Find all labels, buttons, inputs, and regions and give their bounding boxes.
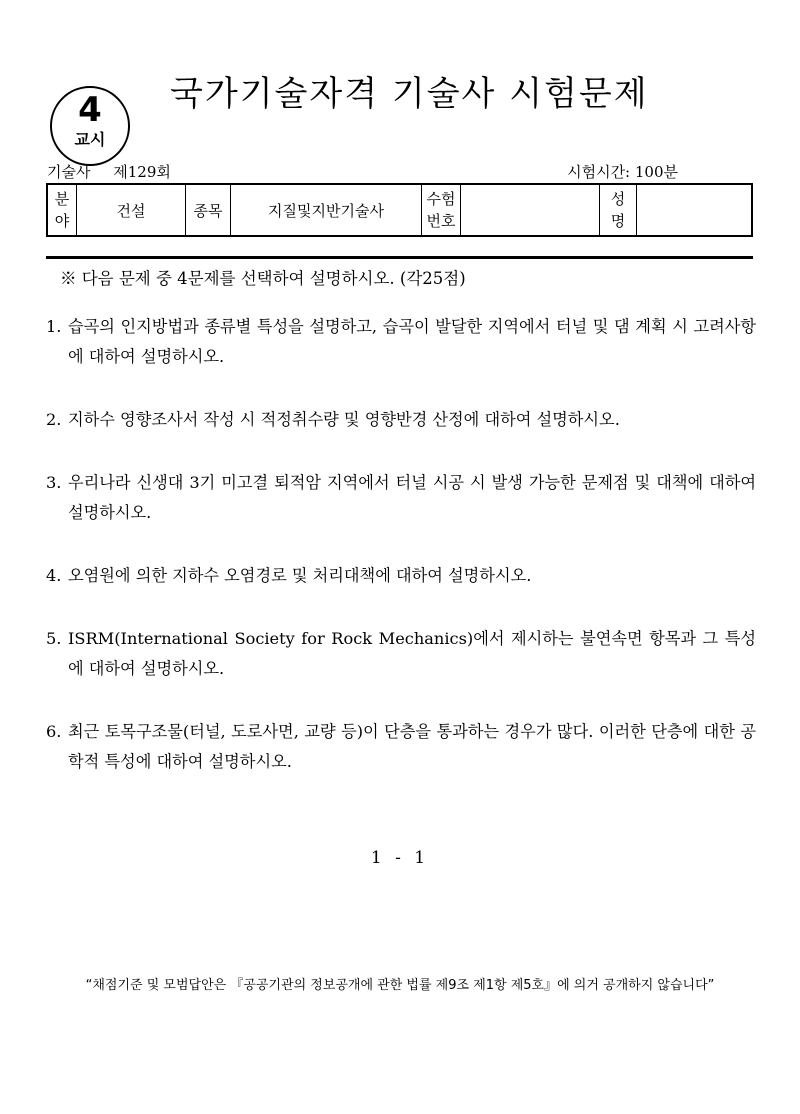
field-label-line2: 야: [54, 212, 70, 230]
footer-notice: “채점기준 및 모범답안은 『공공기관의 정보공개에 관한 법률 제9조 제1항 제5호』에 의거 공개하지 않습니다”: [85, 978, 715, 993]
field-value: 건설: [77, 184, 186, 236]
candidate-info-table: [46, 183, 753, 237]
question-number: 2.: [46, 410, 62, 429]
exam-number-label-line1: 수험: [426, 190, 456, 208]
question-item: [46, 405, 756, 435]
question-text: 우리나라 신생대 3기 미고결 퇴적암 지역에서 터널 시공 시 발생 가능한 문제점 및 대책에 대하여 설명하시오.: [68, 473, 756, 522]
question-item: [46, 468, 756, 528]
question-number: 6.: [46, 722, 62, 741]
round-text: 제129회: [113, 163, 171, 181]
category-label: 종목: [186, 184, 231, 236]
question-text: 지하수 영향조사서 작성 시 적정취수량 및 영향반경 산정에 대하여 설명하시오.: [68, 410, 620, 429]
question-number: 4.: [46, 566, 62, 585]
question-text: 오염원에 의한 지하수 오염경로 및 처리대책에 대하여 설명하시오.: [68, 566, 532, 585]
session-badge: [50, 86, 130, 166]
question-item: [46, 717, 756, 777]
exam-number-field[interactable]: [461, 184, 600, 236]
qualification-text: 기술사: [47, 163, 91, 181]
name-field[interactable]: [637, 184, 753, 236]
question-item: [46, 312, 756, 372]
field-label-line1: 분: [54, 190, 70, 208]
question-number: 5.: [46, 629, 62, 648]
name-label-line2: 명: [610, 212, 626, 230]
exam-number-label-cell: [422, 184, 461, 236]
name-label-line1: 성: [610, 190, 626, 208]
question-text: 최근 토목구조물(터널, 도로사면, 교량 등)이 단층을 통과하는 경우가 많다. 이러한 단층에 대한 공학적 특성에 대하여 설명하시오.: [68, 722, 756, 771]
question-item: [46, 561, 756, 591]
question-item: [46, 624, 756, 684]
exam-meta: [47, 161, 171, 182]
category-value: 지질및지반기술사: [231, 184, 422, 236]
field-label-cell: [47, 184, 77, 236]
question-text: 습곡의 인지방법과 종류별 특성을 설명하고, 습곡이 발달한 지역에서 터널 및 댐 계획 시 고려사항에 대하여 설명하시오.: [68, 317, 756, 366]
exam-number-label-line2: 번호: [426, 212, 456, 230]
question-number: 3.: [46, 473, 62, 492]
divider-line: [46, 256, 753, 259]
question-list: [46, 312, 756, 777]
session-number: 4: [78, 90, 102, 130]
exam-time: 시험시간: 100분: [567, 163, 678, 181]
instruction-text: ※ 다음 문제 중 4문제를 선택하여 설명하시오. (각25점): [60, 269, 466, 288]
exam-title: 국가기술자격 기술사 시험문제: [170, 74, 649, 114]
page-number: 1 - 1: [370, 848, 430, 868]
name-label-cell: [600, 184, 637, 236]
question-text: ISRM(International Society for Rock Mechanics)에서 제시하는 불연속면 항목과 그 특성에 대하여 설명하시오.: [68, 629, 756, 678]
question-number: 1.: [46, 317, 62, 336]
session-label: 교시: [74, 130, 106, 149]
